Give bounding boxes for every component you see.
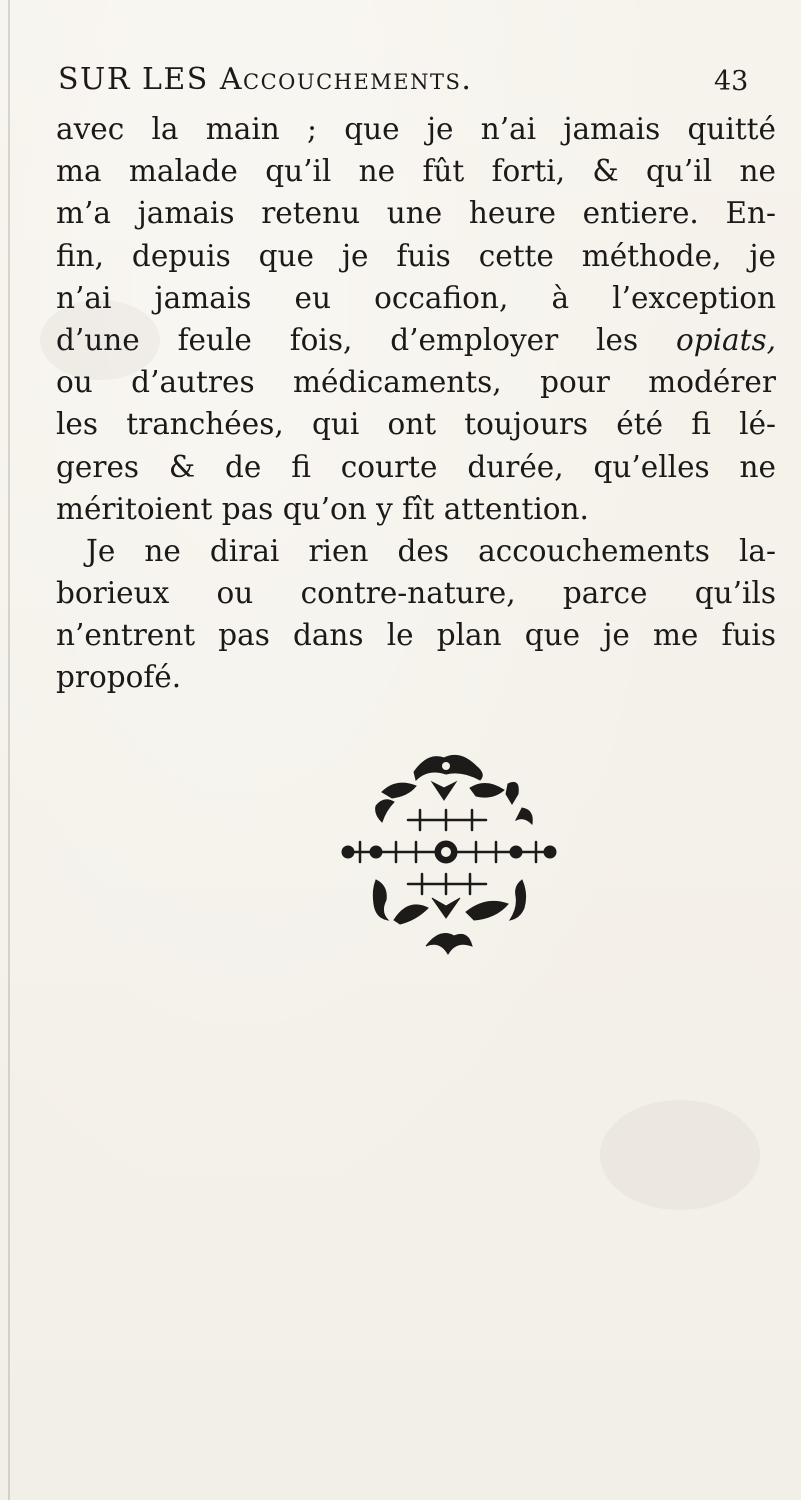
text-line: m’a jamais retenu une heure entiere. En- [56, 196, 776, 231]
page-number: 43 [714, 66, 749, 97]
text-line: ma malade qu’il ne fût forti, & qu’il ne [56, 154, 776, 189]
text-line: les tranchées, qui ont toujours été fi lé- [56, 407, 776, 442]
running-head-title: SUR LES Accouchements. [58, 62, 473, 97]
body-text [56, 108, 776, 699]
printers-ornament-fleuron-icon [336, 748, 562, 960]
italic-word-opiats: opiats, [675, 322, 776, 357]
running-head [0, 62, 801, 112]
text-line: avec la main ; que je n’ai jamais quitté [56, 112, 776, 146]
text-segment: d’une feule fois, d’employer les [56, 322, 639, 357]
text-line: geres & de fi courte durée, qu’elles ne [56, 449, 776, 484]
page-gutter-edge [8, 0, 10, 1500]
text-line: méritoient pas qu’on y fît attention. [56, 491, 589, 526]
text-line: ou d’autres médicaments, pour modérer [56, 365, 776, 400]
text-line-with-italic [56, 319, 776, 361]
text-line: fin, depuis que je fuis cette méthode, je [56, 238, 776, 273]
text-line: n’entrent pas dans le plan que je me fuis [56, 618, 776, 653]
text-line: propofé. [56, 660, 182, 695]
paper-stain [600, 1100, 760, 1210]
text-line: Je ne dirai rien des accouchements la- [86, 533, 776, 568]
text-line: n’ai jamais eu occafion, à l’exception [56, 280, 776, 315]
text-line: borieux ou contre-nature, parce qu’ils [56, 576, 776, 611]
